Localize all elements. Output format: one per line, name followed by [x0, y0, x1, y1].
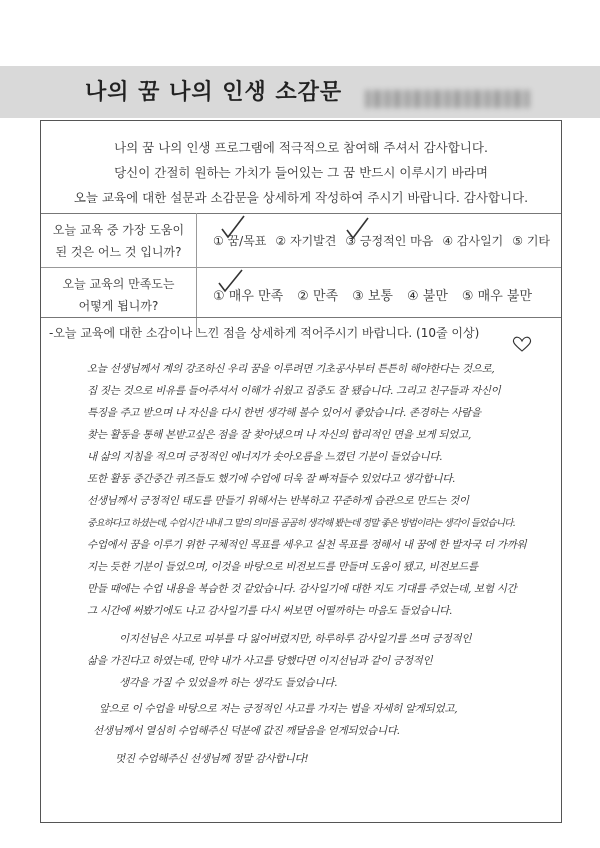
q1-option-dream-goal[interactable]: ① 꿈/목표 — [213, 234, 267, 248]
essay-line: 선생님께서 열심히 수업해주신 덕분에 값진 깨달음을 얻게되었습니다. — [93, 725, 400, 737]
essay-line: 그 시간에 써봤기에도 나고 감사일기를 다시 써보면 어떨까하는 마음도 들었습니다. — [87, 605, 453, 617]
q1-option-gratitude-diary[interactable]: ④ 감사일기 — [442, 234, 504, 248]
essay-line: 내 삶의 지침을 적으며 긍정적인 에너지가 솟아오름을 느꼈던 기분이 들었습니다. — [87, 451, 443, 463]
essay-line: 만들 때에는 수업 내용을 복습한 것 같았습니다. 감사일기에 대한 지도 기대를 주었는데, 보험 시간 — [87, 583, 517, 595]
divider — [41, 267, 561, 268]
q1-option-self-discovery[interactable]: ② 자기발견 — [275, 234, 337, 248]
essay-line: 멋진 수업해주신 선생님께 정말 감사합니다! — [115, 753, 309, 765]
q2-option-very-satisfied[interactable]: ① 매우 만족 — [213, 289, 284, 304]
checkmark-icon — [216, 267, 246, 297]
q2-option-dissatisfied[interactable]: ④ 불만 — [406, 289, 448, 304]
question2-options — [213, 285, 546, 304]
essay-line: 삶을 가진다고 하였는데, 만약 내가 사고를 당했다면 이지선님과 같이 긍정적인 — [87, 655, 433, 667]
divider — [41, 317, 561, 318]
essay-line: 특징을 주고 받으며 나 자신을 다시 한번 생각해 볼수 있어서 좋았습니다. 존경하는 사람을 — [87, 407, 481, 419]
checkmark-icon — [219, 213, 249, 243]
essay-line: 지는 듯한 기분이 들었으며, 이것을 바탕으로 비전보드를 만들며 도움이 됐고, 비전보드를 — [87, 561, 478, 573]
q1-option-positive-mind[interactable]: ③ 긍정적인 마음 — [345, 234, 434, 248]
essay-instruction: -오늘 교육에 대한 소감이나 느낀 점을 상세하게 적어주시기 바랍니다. (10줄 이상) — [49, 326, 480, 340]
intro-line: 당신이 간절히 원하는 가치가 들어있는 그 꿈 반드시 이루시기 바라며 — [114, 165, 488, 180]
column-divider — [196, 213, 197, 337]
page-title: 나의 꿈 나의 인생 소감문 — [85, 80, 343, 105]
survey-form — [40, 120, 562, 823]
question1-options — [213, 232, 559, 249]
question1-label: 오늘 교육 중 가장 도움이 된 것은 어느 것 입니까? — [52, 223, 185, 259]
q1-option-other[interactable]: ⑤ 기타 — [512, 234, 551, 248]
essay-line: 생각을 가질 수 있었을까 하는 생각도 들었습니다. — [119, 677, 338, 689]
handwritten-essay[interactable] — [41, 361, 563, 801]
intro-line: 나의 꿈 나의 인생 프로그램에 적극적으로 참여해 주셔서 감사합니다. — [114, 140, 488, 155]
essay-line: 이지선님은 사고로 피부를 다 잃어버렸지만, 하루하루 감사일기를 쓰며 긍정적인 — [119, 633, 472, 645]
essay-line: 중요하다고 하셨는데, 수업시간 내내 그 말의 의미를 곰곰히 생각해 봤는데 정말 좋은 방법이라는 생각이 들었습니다. — [87, 518, 515, 529]
essay-line: 또한 활동 중간중간 퀴즈들도 했기에 수업에 더욱 잘 빠져들수 있었다고 생각합니다. — [87, 473, 456, 485]
essay-line: 선생님께서 긍정적인 태도를 만들기 위해서는 반복하고 꾸준하게 습관으로 만드는 것이 — [87, 495, 469, 507]
essay-line: 수업에서 꿈을 이루기 위한 구체적인 목표를 세우고 실천 목표를 정해서 내 꿈에 한 발자국 더 가까워 — [87, 539, 527, 551]
checkmark-icon — [344, 215, 372, 245]
intro-line: 오늘 교육에 대한 설문과 소감문을 상세하게 작성하여 주시기 바랍니다. 감사합니다. — [73, 190, 529, 205]
essay-line: 집 짓는 것으로 비유를 들어주셔서 이해가 쉬웠고 집중도 잘 됐습니다. 그리고 친구들과 자신이 — [87, 385, 501, 397]
essay-line: 앞으로 이 수업을 바탕으로 저는 긍정적인 사고를 가지는 법을 자세히 알게되었고, — [99, 703, 458, 715]
essay-line: 찾는 활동을 통해 본받고싶은 점을 잘 찾아냈으며 나 자신의 합리적인 면을 보게 되었고, — [87, 429, 471, 441]
question2-label: 오늘 교육의 만족도는 어떻게 됩니까? — [62, 277, 175, 313]
heart-icon — [511, 335, 533, 353]
essay-line: 오늘 선생님께서 계의 강조하신 우리 꿈을 이루려면 기초공사부터 튼튼히 해야한다는 것으로, — [87, 363, 495, 375]
redacted-name — [365, 90, 530, 108]
intro-text — [41, 135, 561, 210]
q2-option-very-dissatisfied[interactable]: ⑤ 매우 불만 — [461, 289, 533, 304]
q2-option-neutral[interactable]: ③ 보통 — [352, 289, 393, 304]
divider — [41, 213, 561, 214]
q2-option-satisfied[interactable]: ② 만족 — [297, 289, 339, 304]
